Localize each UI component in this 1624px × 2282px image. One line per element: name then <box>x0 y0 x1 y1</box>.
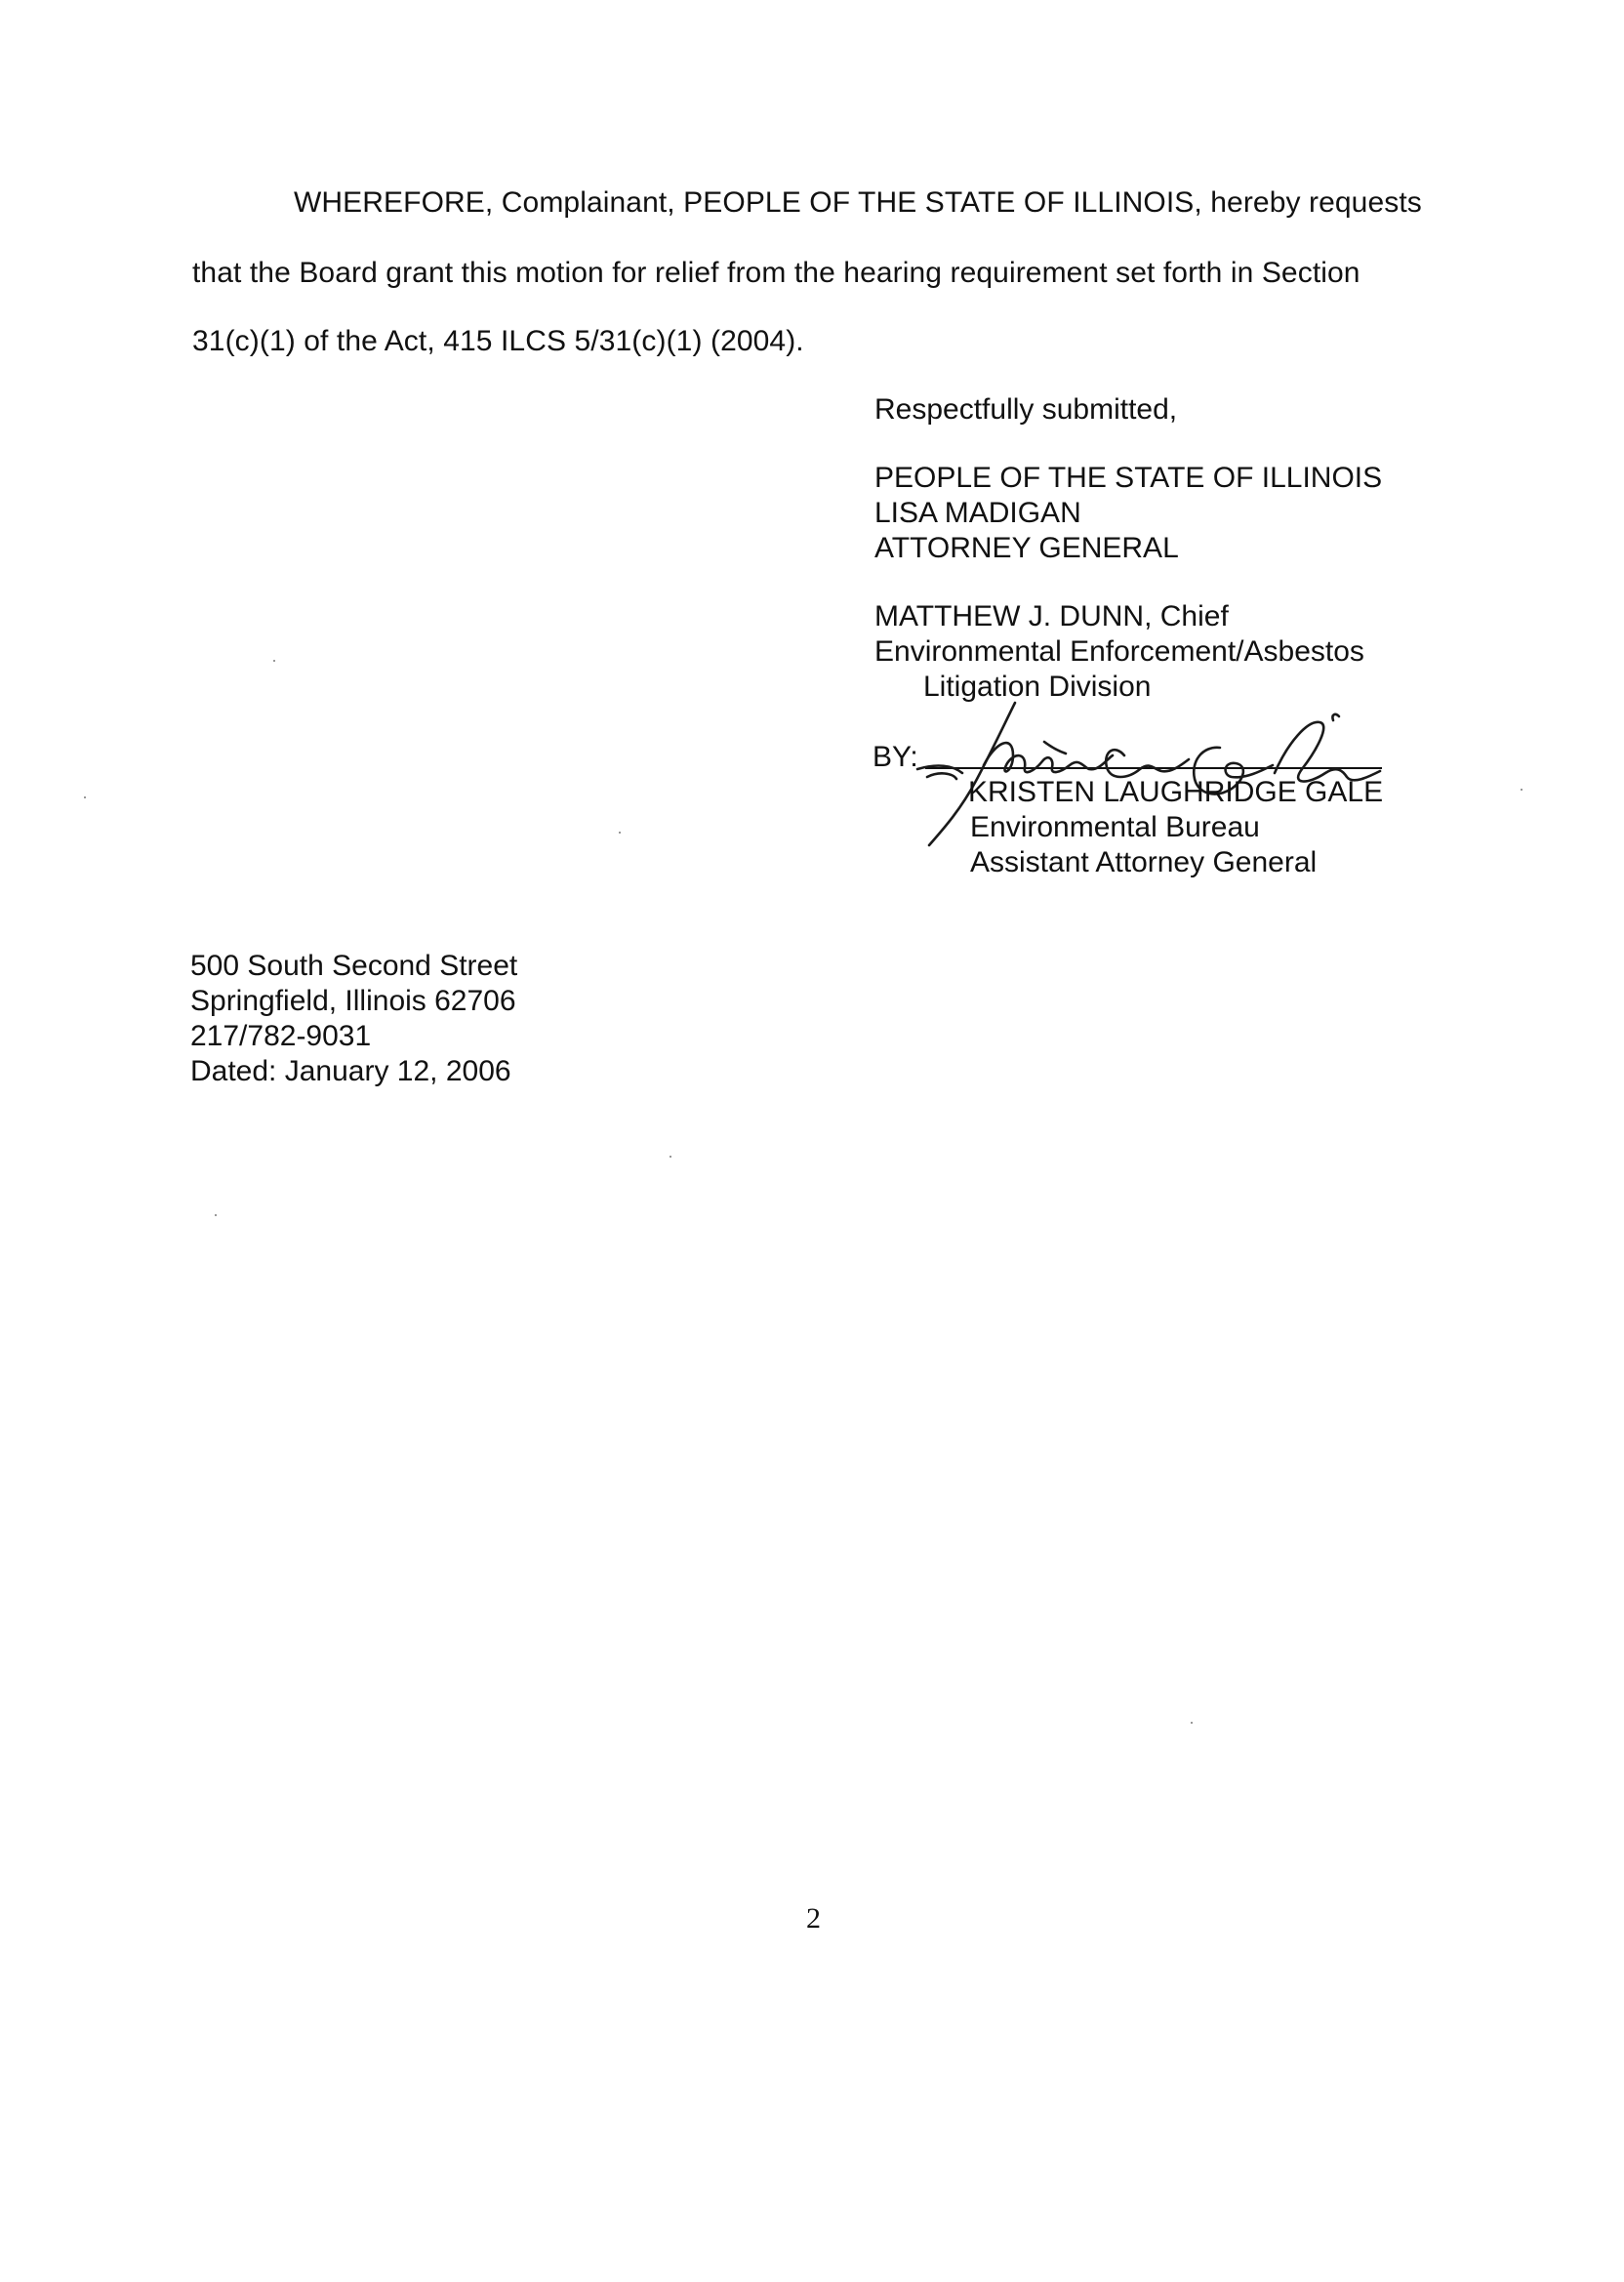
closing-text: Respectfully submitted, <box>874 393 1178 426</box>
scan-speck <box>273 660 275 662</box>
scan-speck <box>1521 789 1522 791</box>
signer-name: KRISTEN LAUGHRIDGE GALE <box>968 776 1384 808</box>
page-number: 2 <box>806 1902 821 1935</box>
scan-speck <box>215 1214 217 1216</box>
by-label: BY: <box>873 741 918 773</box>
body-paragraph-line-3: 31(c)(1) of the Act, 415 ILCS 5/31(c)(1) (2004). <box>192 325 804 357</box>
address-phone: 217/782-9031 <box>190 1020 372 1052</box>
chief-name: MATTHEW J. DUNN, Chief <box>874 600 1229 632</box>
body-paragraph-line-2: that the Board grant this motion for relief from the hearing requirement set forth in Section <box>192 257 1360 289</box>
signer-title: Assistant Attorney General <box>970 846 1318 878</box>
body-paragraph-line-1: WHEREFORE, Complainant, PEOPLE OF THE STATE OF ILLINOIS, hereby requests <box>294 186 1422 219</box>
address-street: 500 South Second Street <box>190 950 518 982</box>
party-name: PEOPLE OF THE STATE OF ILLINOIS <box>874 462 1383 494</box>
address-city: Springfield, Illinois 62706 <box>190 985 516 1017</box>
signer-bureau: Environmental Bureau <box>970 811 1260 843</box>
dated-line: Dated: January 12, 2006 <box>190 1055 511 1087</box>
scan-speck <box>1191 1722 1193 1724</box>
attorney-general-title: ATTORNEY GENERAL <box>874 532 1179 564</box>
scan-speck <box>670 1156 671 1158</box>
scan-speck <box>619 832 621 834</box>
scan-speck <box>84 796 86 798</box>
attorney-general-name: LISA MADIGAN <box>874 497 1081 529</box>
chief-division-line-2: Litigation Division <box>923 671 1152 703</box>
chief-division-line-1: Environmental Enforcement/Asbestos <box>874 635 1364 668</box>
